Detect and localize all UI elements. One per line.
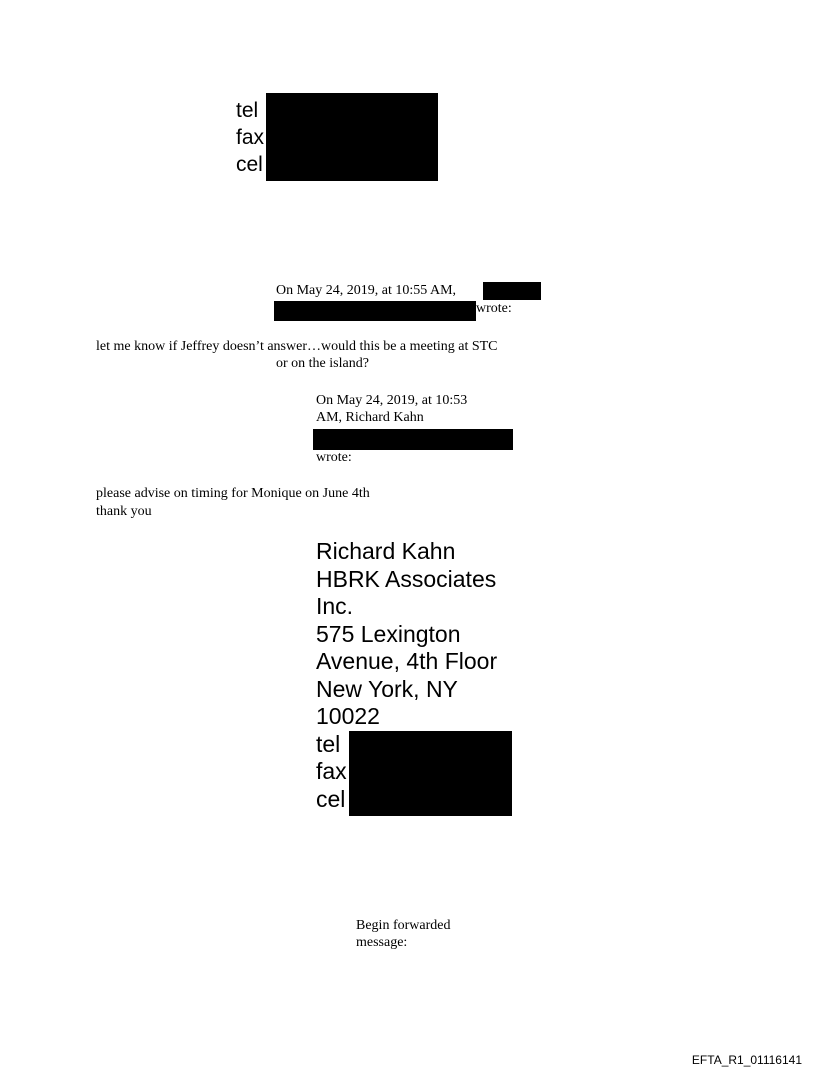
email2-body — [96, 485, 370, 521]
top-signature-block — [236, 97, 264, 178]
email2-wrote: wrote: — [316, 450, 352, 465]
email1-body-line2: or on the island? — [276, 356, 369, 371]
top-tel-label: tel — [236, 99, 259, 122]
email1-wrote: wrote: — [476, 301, 512, 316]
email1-header: On May 24, 2019, at 10:55 AM, — [276, 283, 457, 298]
signature-city: New York, NY — [316, 675, 458, 702]
redaction-top-phone-numbers — [266, 93, 438, 181]
signature-company-line2: Inc. — [316, 593, 354, 619]
signature-address-line1: 575 Lexington — [316, 620, 461, 647]
email2-body-line2: thank you — [96, 504, 152, 519]
signature-tel-label: tel — [316, 730, 341, 757]
redaction-signature-phone-numbers — [349, 731, 512, 816]
top-cel-label: cel — [236, 153, 263, 176]
signature-zip: 10022 — [316, 703, 380, 729]
signature-address-line2: Avenue, 4th Floor — [316, 648, 498, 674]
redaction-email1-sender-name — [483, 282, 541, 300]
forwarded-line2: message: — [356, 935, 408, 950]
email2-body-line1: please advise on timing for Monique on June 4th — [96, 486, 370, 501]
signature-name: Richard Kahn — [316, 538, 456, 564]
top-fax-label: fax — [236, 126, 265, 149]
email2-header — [316, 392, 516, 426]
email2-header-line2: AM, Richard Kahn — [316, 410, 424, 425]
signature-fax-label: fax — [316, 758, 347, 784]
forwarded-line1: Begin forwarded — [356, 918, 451, 933]
signature-company-line1: HBRK Associates — [316, 565, 497, 592]
redaction-email2-sender-email — [313, 429, 513, 450]
email2-header-line1: On May 24, 2019, at 10:53 — [316, 393, 468, 408]
redaction-email1-sender-email — [274, 301, 476, 321]
document-id-footer: EFTA_R1_01116141 — [691, 1053, 802, 1067]
email1-body-line1: let me know if Jeffrey doesn’t answer…would this be a meeting at STC — [96, 339, 498, 354]
forwarded-message-marker — [356, 917, 450, 951]
signature-cel-label: cel — [316, 785, 346, 812]
